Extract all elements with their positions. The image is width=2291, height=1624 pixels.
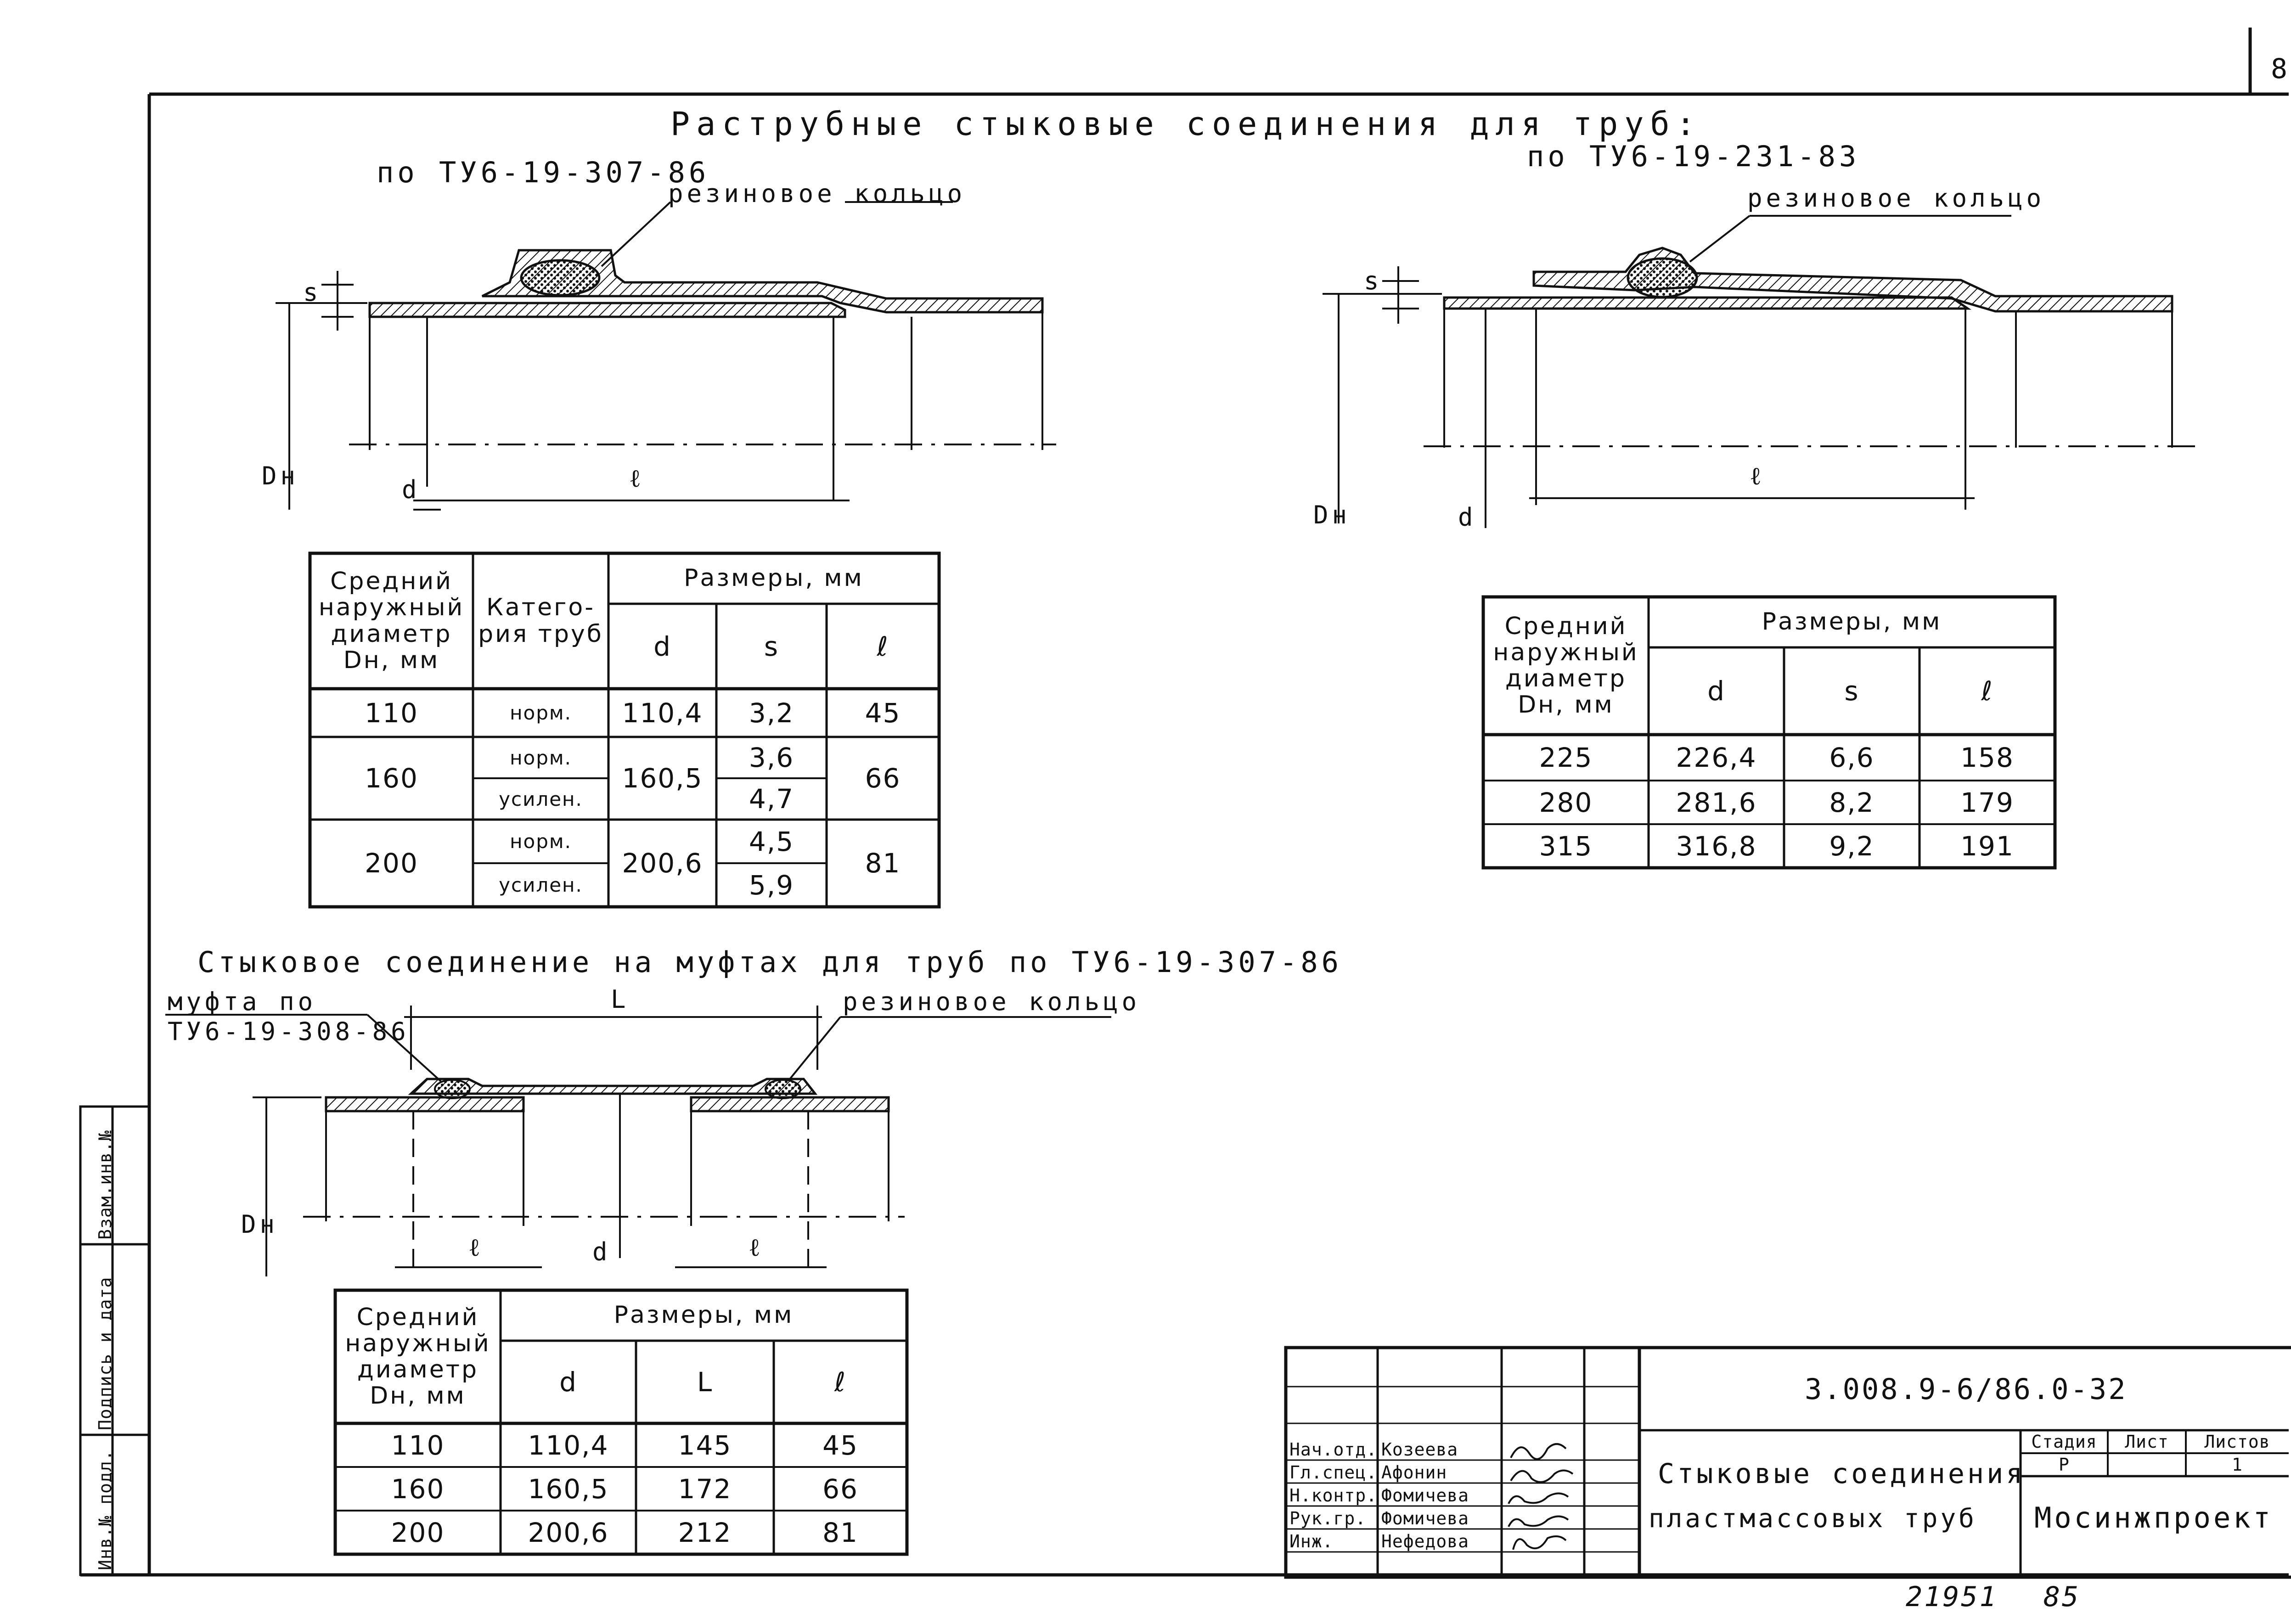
staff-name: Фомичева	[1381, 1485, 1469, 1506]
stage-label: Стадия	[2031, 1432, 2097, 1452]
table3-cell: 200	[391, 1517, 445, 1548]
table1-cell: 160,5	[622, 763, 703, 794]
coupling-dim-L: L	[611, 985, 630, 1014]
table1-cell: 3,2	[749, 697, 794, 729]
side-stamp-sign: Подпись и дата	[95, 1276, 115, 1430]
table2-cell: 6,6	[1829, 742, 1874, 773]
table1-cell: 110	[365, 697, 418, 729]
drawing-name-line-1: Стыковые соединения	[1658, 1458, 2026, 1490]
table1-header-d: d	[653, 630, 671, 662]
table3-cell: 66	[822, 1473, 858, 1505]
table3-cell: 81	[822, 1517, 858, 1548]
table1-cell: 3,6	[749, 742, 794, 773]
table2-cell: 8,2	[1829, 787, 1874, 818]
table1-header-group: Размеры, мм	[684, 564, 864, 592]
table2-cell: 191	[1960, 830, 2014, 862]
coupling-label-2: ТУ6-19-308-86	[168, 1017, 410, 1046]
table1-header-l: ℓ	[877, 630, 889, 662]
staff-role: Н.контр.	[1289, 1485, 1378, 1506]
staff-name: Фомичева	[1381, 1508, 1469, 1528]
table1-cell: 110,4	[622, 697, 703, 729]
table2-header-diameter: Средний наружный диаметр Dн, мм	[1493, 612, 1639, 719]
left-dim-d: d	[402, 475, 421, 504]
table3-cell: 110,4	[528, 1429, 609, 1461]
right-ring-label: резиновое кольцо	[1747, 184, 2045, 213]
right-dim-s: s	[1364, 266, 1383, 295]
table1-cell: 160	[365, 763, 418, 794]
table3-cell: 172	[678, 1473, 732, 1505]
table1-cell: 200	[365, 848, 418, 879]
table3-cell: 110	[391, 1429, 445, 1461]
table1-cell: 200,6	[622, 848, 703, 879]
right-dim-dh: Dн	[1313, 500, 1351, 529]
left-socket-joint-drawing	[276, 202, 1056, 510]
table1-cell: 4,5	[749, 826, 794, 857]
staff-name: Нефедова	[1381, 1531, 1469, 1551]
table2-header-d: d	[1707, 675, 1725, 707]
sheets-value: 1	[2232, 1455, 2243, 1475]
coupling-dim-dh: Dн	[241, 1210, 279, 1239]
table1-cell: 81	[865, 848, 901, 879]
table2-cell: 9,2	[1829, 830, 1874, 862]
right-dim-d: d	[1458, 503, 1477, 532]
table1-cell: 5,9	[749, 869, 794, 901]
stage-value: Р	[2059, 1455, 2070, 1475]
table2-cell: 281,6	[1676, 787, 1757, 818]
coupling-ring-label: резиновое кольцо	[843, 987, 1141, 1016]
table2-header-group: Размеры, мм	[1762, 608, 1942, 636]
table1-header-s: s	[764, 630, 779, 662]
table3-header-group: Размеры, мм	[614, 1301, 794, 1329]
staff-name: Козеева	[1381, 1439, 1458, 1460]
table2-cell: 225	[1539, 742, 1593, 773]
table1-header-category: Катего-рия труб	[478, 594, 603, 648]
table2-header-l: ℓ	[1981, 675, 1993, 707]
table2-cell: 280	[1539, 787, 1593, 818]
left-joint-spec: по ТУ6-19-307-86	[377, 156, 710, 189]
table1-cell: норм.	[510, 746, 572, 769]
coupling-dim-l-left: ℓ	[468, 1233, 484, 1262]
table1-cell: усилен.	[499, 874, 583, 896]
coupling-dim-l-right: ℓ	[749, 1233, 764, 1262]
table3-cell: 160,5	[528, 1473, 609, 1505]
table3-cell: 145	[678, 1429, 732, 1461]
staff-role: Нач.отд.	[1289, 1439, 1378, 1460]
table2-cell: 158	[1960, 742, 2014, 773]
side-stamp-inv: Инв.№ подл.	[95, 1450, 115, 1570]
table1-cell: 45	[865, 697, 901, 729]
right-joint-spec: по ТУ6-19-231-83	[1527, 140, 1860, 173]
table3-cell: 212	[678, 1517, 732, 1548]
organization: Мосинжпроект	[2034, 1501, 2273, 1534]
staff-name: Афонин	[1381, 1462, 1447, 1483]
staff-role: Рук.гр.	[1289, 1508, 1367, 1528]
table2-cell: 226,4	[1676, 742, 1757, 773]
side-stamp-vzam: Взам.инв.№	[95, 1130, 115, 1240]
table3-header-diameter: Средний наружный диаметр Dн, мм	[345, 1303, 491, 1410]
right-dim-l: ℓ	[1750, 461, 1765, 490]
table3-cell: 200,6	[528, 1517, 609, 1548]
table2-header-s: s	[1844, 675, 1859, 707]
table2-cell: 316,8	[1676, 830, 1757, 862]
left-dim-s: s	[303, 278, 322, 307]
table1-cell: норм.	[510, 702, 572, 724]
footer-number-2: 85	[2043, 1581, 2081, 1613]
left-dim-l: ℓ	[629, 464, 645, 493]
sheet-value	[2108, 1453, 2186, 1476]
table2-cell: 179	[1960, 787, 2014, 818]
table1-cell: 4,7	[749, 783, 794, 815]
document-code: 3.008.9-6/86.0-32	[1805, 1372, 2128, 1406]
table3-header-d: d	[559, 1366, 577, 1398]
table3-header-L: L	[697, 1366, 713, 1398]
sheets-label: Листов	[2204, 1432, 2270, 1452]
table3-cell: 160	[391, 1473, 445, 1505]
table3-cell: 45	[822, 1429, 858, 1461]
footer-number-1: 21951	[1906, 1581, 1998, 1613]
coupling-label-1: муфта по	[168, 987, 317, 1016]
table1-header-diameter: Средний наружный диаметр Dн, мм	[318, 568, 465, 674]
drawing-name-line-2: пластмассовых труб	[1649, 1504, 1977, 1534]
main-title: Раструбные стыковые соединения для труб:	[670, 105, 1702, 143]
table3-header-l: ℓ	[834, 1366, 846, 1398]
coupling-title: Стыковое соединение на муфтах для труб по ТУ6-19-307-86	[197, 945, 1342, 979]
staff-role: Инж.	[1289, 1531, 1334, 1551]
table2-cell: 315	[1539, 830, 1593, 862]
table1-cell: норм.	[510, 830, 572, 853]
coupling-joint-drawing	[165, 1006, 1111, 1276]
left-ring-label: резиновое кольцо	[668, 179, 966, 208]
left-dim-dh: Dн	[262, 461, 299, 490]
sheet-label: Лист	[2125, 1432, 2169, 1452]
corner-number: 8	[2271, 53, 2291, 85]
table1-cell: 66	[865, 763, 901, 794]
coupling-dim-d: d	[592, 1237, 611, 1266]
table1-cell: усилен.	[499, 787, 583, 810]
staff-role: Гл.спец.	[1289, 1462, 1378, 1483]
